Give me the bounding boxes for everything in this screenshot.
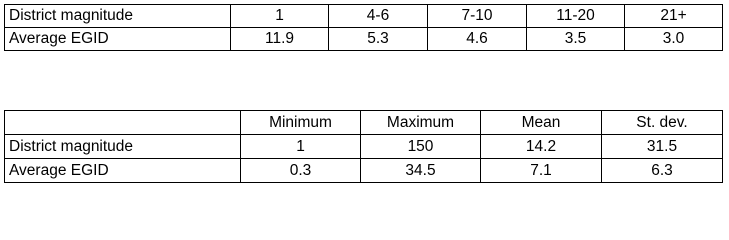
row-label: District magnitude (5, 135, 241, 159)
column-header: Minimum (241, 111, 361, 135)
table-cell: 0.3 (241, 159, 361, 183)
column-header: Maximum (361, 111, 481, 135)
table-cell: 14.2 (481, 135, 602, 159)
column-header: 21+ (625, 5, 723, 28)
column-header: 7-10 (428, 5, 527, 28)
district-magnitude-egid-table (4, 4, 723, 51)
table-row (5, 28, 723, 51)
table-cell: 34.5 (361, 159, 481, 183)
table-cell: 3.5 (527, 28, 625, 51)
empty-header-cell (5, 111, 241, 135)
column-header: 11-20 (527, 5, 625, 28)
table-cell: 7.1 (481, 159, 602, 183)
table-cell: 11.9 (231, 28, 329, 51)
table-cell: 1 (241, 135, 361, 159)
row-label: Average EGID (5, 28, 231, 51)
table-row (5, 135, 723, 159)
table-cell: 150 (361, 135, 481, 159)
row-label: District magnitude (5, 5, 231, 28)
table-cell: 31.5 (602, 135, 723, 159)
table-cell: 6.3 (602, 159, 723, 183)
row-label: Average EGID (5, 159, 241, 183)
summary-statistics-table (4, 110, 723, 183)
table-header-row (5, 111, 723, 135)
table-cell: 4.6 (428, 28, 527, 51)
column-header: 4-6 (329, 5, 428, 28)
table-row (5, 159, 723, 183)
column-header: Mean (481, 111, 602, 135)
column-header: 1 (231, 5, 329, 28)
column-header: St. dev. (602, 111, 723, 135)
table-cell: 3.0 (625, 28, 723, 51)
table-cell: 5.3 (329, 28, 428, 51)
table-row (5, 5, 723, 28)
